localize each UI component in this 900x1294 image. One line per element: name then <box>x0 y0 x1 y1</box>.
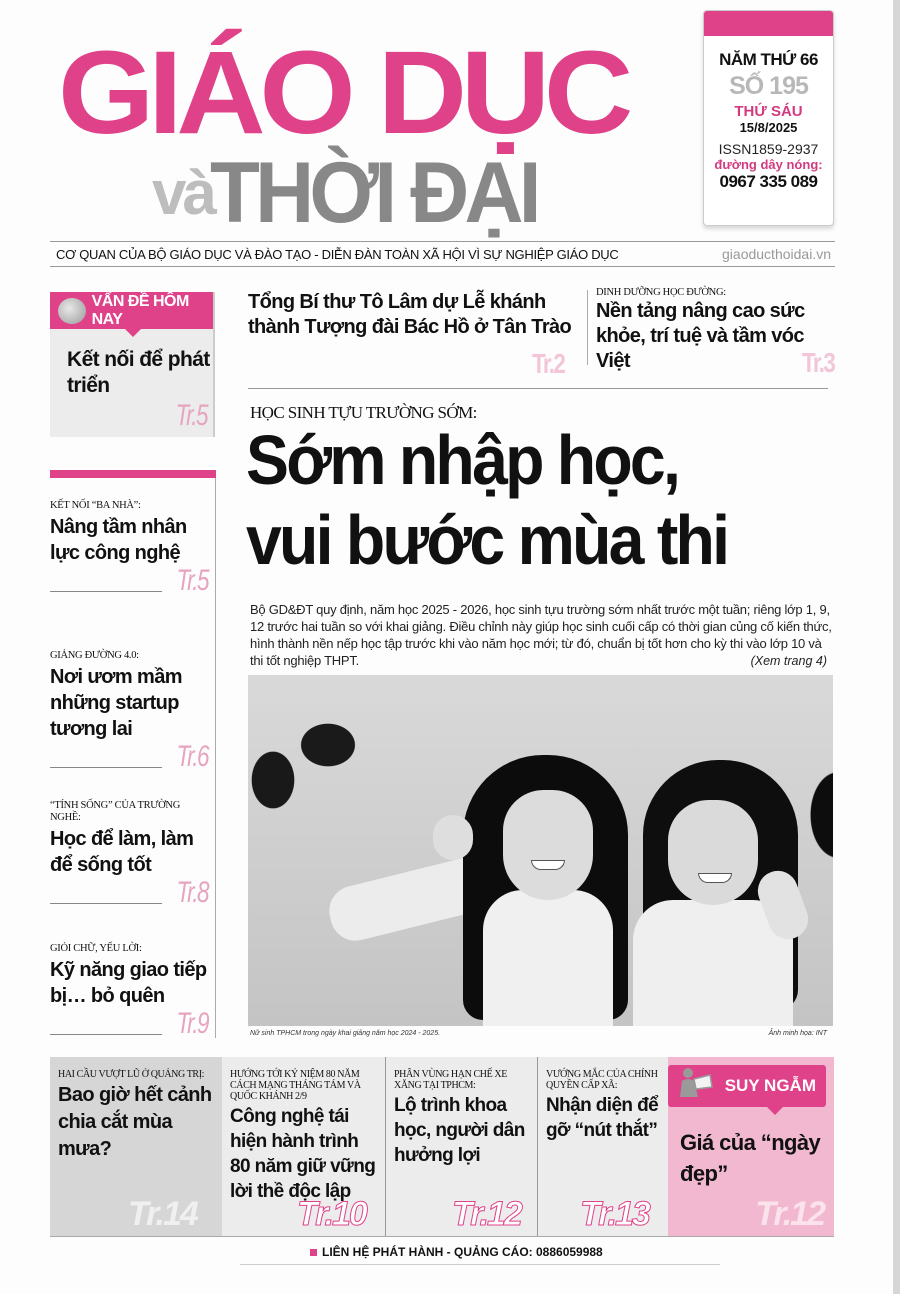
opinion-header <box>668 1065 826 1107</box>
page-ref: Tr.3 <box>801 347 834 378</box>
story-title: Nhận diện để gỡ “nút thắt” <box>546 1095 659 1141</box>
page-ref: Tr.13 <box>580 1195 649 1233</box>
photo-caption: Nữ sinh TPHCM trong ngày khai giảng năm học 2024 - 2025. <box>250 1030 441 1037</box>
organization-tagline: CƠ QUAN CỦA BỘ GIÁO DỤC VÀ ĐÀO TẠO - DIỄN ĐÀN TOÀN XÃ HỘI VÌ SỰ NGHIỆP GIÁO DỤC <box>56 246 619 262</box>
masthead-title-thoi-dai: THỜI ĐẠI <box>210 145 537 241</box>
website-link[interactable]: giaoducthoidai.vn <box>722 246 831 262</box>
photo-credit: Ảnh minh họa: INT <box>768 1030 827 1037</box>
story-kicker: DINH DƯỠNG HỌC ĐƯỜNG: <box>596 287 726 298</box>
masthead-title-giao-duc: GIÁO DỤC <box>58 27 628 159</box>
story-title: Kỹ năng giao tiếp bị… bỏ quên <box>50 959 207 1007</box>
photo-shape <box>531 860 565 870</box>
opinion-box[interactable] <box>668 1057 834 1236</box>
lead-headline[interactable] <box>246 420 727 580</box>
story-footer <box>50 878 210 908</box>
issue-year: NĂM THỨ 66 <box>719 50 818 69</box>
opinion-label: SUY NGẪM <box>724 1076 816 1095</box>
page-ref: Tr.2 <box>531 348 564 379</box>
bottom-story[interactable] <box>222 1057 386 1236</box>
sidebar-story[interactable] <box>50 500 210 596</box>
page-ref: Tr.14 <box>128 1195 197 1233</box>
top-story-1[interactable] <box>248 290 578 379</box>
story-kicker: KẾT NỐI “BA NHÀ”: <box>50 500 141 511</box>
column-divider <box>587 290 588 365</box>
today-issue-label: VẤN ĐỀ HÔM NAY <box>91 292 189 328</box>
story-kicker: VƯỚNG MẮC CỦA CHÍNH QUYỀN CẤP XÃ: <box>546 1069 658 1091</box>
sidebar-story[interactable] <box>50 650 210 772</box>
story-kicker: HƯỚNG TỚI KỶ NIỆM 80 NĂM CÁCH MẠNG THÁNG TÁM VÀ QUỐC KHÁNH 2/9 <box>230 1069 361 1102</box>
story-footer <box>50 566 210 596</box>
see-page-ref: (Xem trang 4) <box>750 654 827 668</box>
lead-summary: Bộ GD&ĐT quy định, năm học 2025 - 2026, học sinh tựu trường sớm nhất trước một tuần; riêng lớp 1, 9, 12 trước hai tuần so với khai giảng. Điều chỉnh này giúp học sinh cuối cấp có thời gian củng cố kiến thức, hình thành nền nếp học tập trước khi vào năm học mới; từ đó, chuẩn bị tốt hơn cho kỳ thi vào lớp 10 và thi tốt nghiệp THPT. <box>250 602 832 668</box>
sidebar-story[interactable] <box>50 943 210 1039</box>
page-edge-shadow <box>893 0 900 1294</box>
photo-shape <box>503 790 593 900</box>
story-kicker: GIỎI CHỮ, YẾU LỜI: <box>50 943 142 954</box>
issue-issn: ISSN1859-2937 <box>718 141 819 157</box>
story-title: Công nghệ tái hiện hành trình 80 năm giữ vững lời thề độc lập <box>230 1106 376 1202</box>
top-stories-rule <box>248 388 828 389</box>
sidebar-story[interactable] <box>50 800 210 908</box>
story-title: Lộ trình khoa học, người dân hưởng lợi <box>394 1095 525 1166</box>
photo-shape <box>668 800 758 905</box>
story-kicker: HAI CẦU VƯỢT LŨ Ở QUẢNG TRỊ: <box>58 1069 205 1080</box>
masthead-title-va: và <box>152 159 213 228</box>
story-title: Học để làm, làm để sống tốt <box>50 828 194 876</box>
sidebar-divider <box>215 478 216 1038</box>
lead-photo-students <box>248 675 833 1026</box>
footer-rule <box>240 1264 720 1265</box>
story-footer <box>50 1009 210 1039</box>
divider <box>50 903 162 904</box>
story-kicker: “TÍNH SỐNG” CỦA TRƯỜNG NGHỀ: <box>50 800 180 823</box>
story-title: Bao giờ hết cảnh chia cắt mùa mưa? <box>58 1084 212 1160</box>
lead-headline-line1: Sớm nhập học, <box>246 421 679 499</box>
today-issue-title: Kết nối để phát triển <box>67 348 210 397</box>
lead-headline-line2: vui bước mùa thi <box>246 501 728 579</box>
story-title: Nơi ươm mầm những startup tương lai <box>50 666 182 740</box>
divider <box>50 767 162 768</box>
page-ref: Tr.5 <box>175 399 207 432</box>
issue-info-box <box>703 10 834 226</box>
hotline-label: đường dây nóng: <box>714 157 823 172</box>
divider <box>50 1034 162 1035</box>
bottom-stories-strip <box>50 1057 834 1237</box>
page-ref: Tr.12 <box>452 1195 521 1233</box>
today-issue-header <box>50 292 213 329</box>
story-title: Nâng tầm nhân lực công nghệ <box>50 516 187 564</box>
story-title: Nền tảng nâng cao sức khỏe, trí tuệ và tầm vóc Việt <box>596 300 805 372</box>
square-bullet-icon <box>310 1249 317 1256</box>
divider <box>50 591 162 592</box>
page-ref: Tr.9 <box>176 1007 208 1040</box>
today-issue-box[interactable] <box>50 292 215 437</box>
story-footer <box>50 742 210 772</box>
story-kicker: GIẢNG ĐƯỜNG 4.0: <box>50 650 139 661</box>
top-story-2[interactable] <box>596 287 836 378</box>
page-ref: Tr.8 <box>176 876 208 909</box>
globe-icon <box>58 298 86 324</box>
hotline-number: 0967 335 089 <box>719 172 818 191</box>
photo-shape <box>483 890 613 1026</box>
tagline-bar <box>50 241 835 267</box>
page-ref: Tr.10 <box>297 1195 366 1233</box>
page-ref: Tr.5 <box>176 564 208 597</box>
issue-date: 15/8/2025 <box>739 120 798 135</box>
contact-line <box>310 1245 603 1259</box>
page-ref: Tr.12 <box>755 1195 824 1233</box>
sidebar-pink-rule <box>50 470 216 478</box>
bottom-story[interactable] <box>50 1057 222 1236</box>
bottom-story[interactable] <box>538 1057 668 1236</box>
bottom-story[interactable] <box>386 1057 538 1236</box>
opinion-title: Giá của “ngày đẹp” <box>680 1130 821 1186</box>
page-ref: Tr.6 <box>176 740 208 773</box>
photo-shape <box>433 815 473 860</box>
photo-shape <box>698 873 732 883</box>
reader-icon <box>676 1067 716 1097</box>
issue-weekday: THỨ SÁU <box>734 103 803 120</box>
contact-text: LIÊN HỆ PHÁT HÀNH - QUẢNG CÁO: 0886059988 <box>322 1245 603 1259</box>
issue-number: SỐ 195 <box>729 72 808 100</box>
story-kicker: PHÂN VÙNG HẠN CHẾ XE XĂNG TẠI TPHCM: <box>394 1069 507 1091</box>
lead-kicker: HỌC SINH TỰU TRƯỜNG SỚM: <box>250 403 477 422</box>
story-title: Tổng Bí thư Tô Lâm dự Lễ khánh thành Tượng đài Bác Hồ ở Tân Trào <box>248 291 572 338</box>
issue-box-pink-bar <box>704 11 833 36</box>
